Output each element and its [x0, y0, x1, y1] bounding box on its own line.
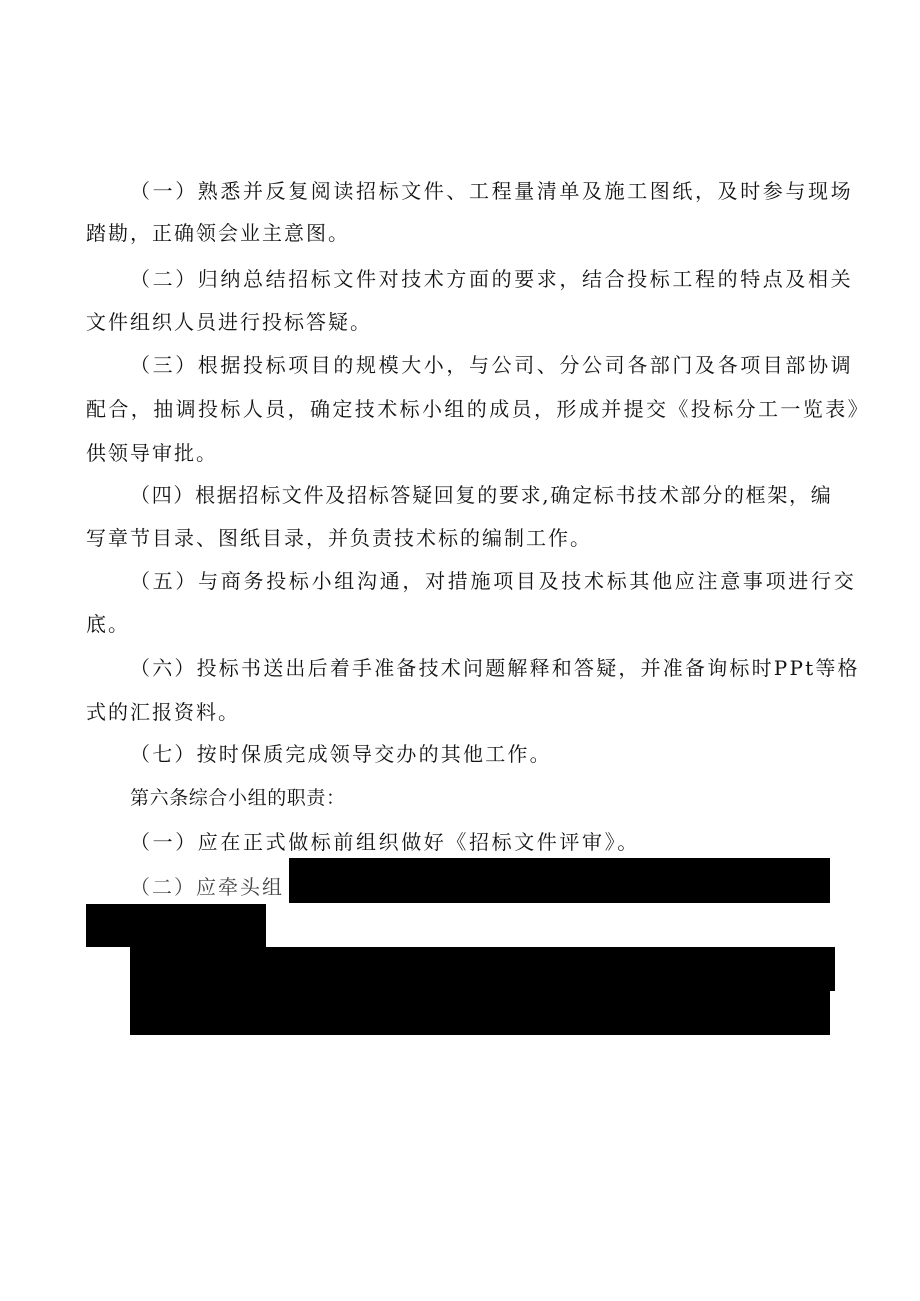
paragraph-2-line-1: （二）归纳总结招标文件对技术方面的要求，结合投标工程的特点及相关: [130, 267, 854, 291]
paragraph-3-line-2: 配合，抽调投标人员，确定技术标小组的成员，形成并提交《投标分工一览表》: [86, 397, 870, 421]
paragraph-5-line-1: （五）与商务投标小组沟通，对措施项目及技术标其他应注意事项进行交: [130, 569, 857, 593]
paragraph-6-line-1: （六）投标书送出后着手准备技术问题解释和答疑，并准备询标时PPt等格: [130, 656, 860, 680]
redaction-block: [130, 947, 835, 991]
section-item-1: （一）应在正式做标前组织做好《招标文件评审》。: [130, 830, 640, 854]
redaction-block: [86, 904, 266, 947]
section-heading: 第六条综合小组的职责：: [130, 787, 346, 809]
paragraph-4-line-2: 写章节目录、图纸目录，并负责技术标的编制工作。: [86, 526, 592, 550]
paragraph-6-line-2: 式的汇报资料。: [86, 700, 240, 724]
paragraph-5-line-2: 底。: [86, 612, 130, 636]
paragraph-1-line-2: 踏勘，正确领会业主意图。: [86, 221, 350, 245]
paragraph-4-line-1: （四）根据招标文件及招标答疑回复的要求,确定标书技术部分的框架，编: [130, 483, 833, 507]
redaction-block: [289, 858, 830, 903]
paragraph-1-line-1: （一）熟悉并反复阅读招标文件、工程量清单及施工图纸，及时参与现场: [130, 179, 854, 203]
paragraph-3-line-1: （三）根据投标项目的规模大小，与公司、分公司各部门及各项目部协调: [130, 353, 854, 377]
paragraph-3-line-3: 供领导审批。: [86, 441, 218, 465]
paragraph-7-line-1: （七）按时保质完成领导交办的其他工作。: [130, 742, 552, 766]
section-item-2-start: （二）应牵头组: [130, 875, 284, 899]
paragraph-2-line-2: 文件组织人员进行投标答疑。: [86, 310, 372, 334]
redaction-block: [130, 990, 830, 1035]
